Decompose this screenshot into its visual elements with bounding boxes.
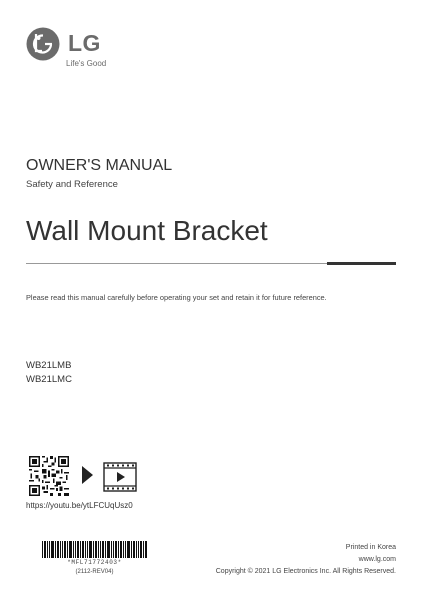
read-notice: Please read this manual carefully before operating your set and retain it for future reference. — [26, 293, 327, 302]
video-url-link[interactable]: https://youtu.be/ytLFCUqUsz0 — [26, 501, 133, 510]
manual-title: OWNER'S MANUAL — [26, 157, 173, 174]
revision-code: (2112-REV04) — [75, 569, 114, 575]
brand-tagline: Life's Good — [66, 59, 107, 68]
model-number: WB21LMC — [26, 374, 72, 385]
play-arrow-icon — [82, 466, 93, 484]
video-film-icon[interactable] — [103, 462, 137, 492]
printed-in: Printed in Korea — [345, 544, 396, 551]
qr-code[interactable] — [29, 456, 69, 496]
copyright-notice: Copyright © 2021 LG Electronics Inc. All Rights Reserved. — [215, 568, 396, 575]
model-number: WB21LMB — [26, 360, 72, 371]
website-link[interactable]: www.lg.com — [358, 556, 396, 563]
title-divider-accent — [327, 262, 396, 265]
manual-subtitle: Safety and Reference — [26, 179, 118, 190]
product-title: Wall Mount Bracket — [26, 215, 268, 246]
brand-name: LG — [68, 30, 101, 56]
lg-logo-icon — [26, 27, 60, 61]
barcode-number: *MFL71772403* — [67, 559, 122, 566]
barcode — [42, 541, 147, 558]
